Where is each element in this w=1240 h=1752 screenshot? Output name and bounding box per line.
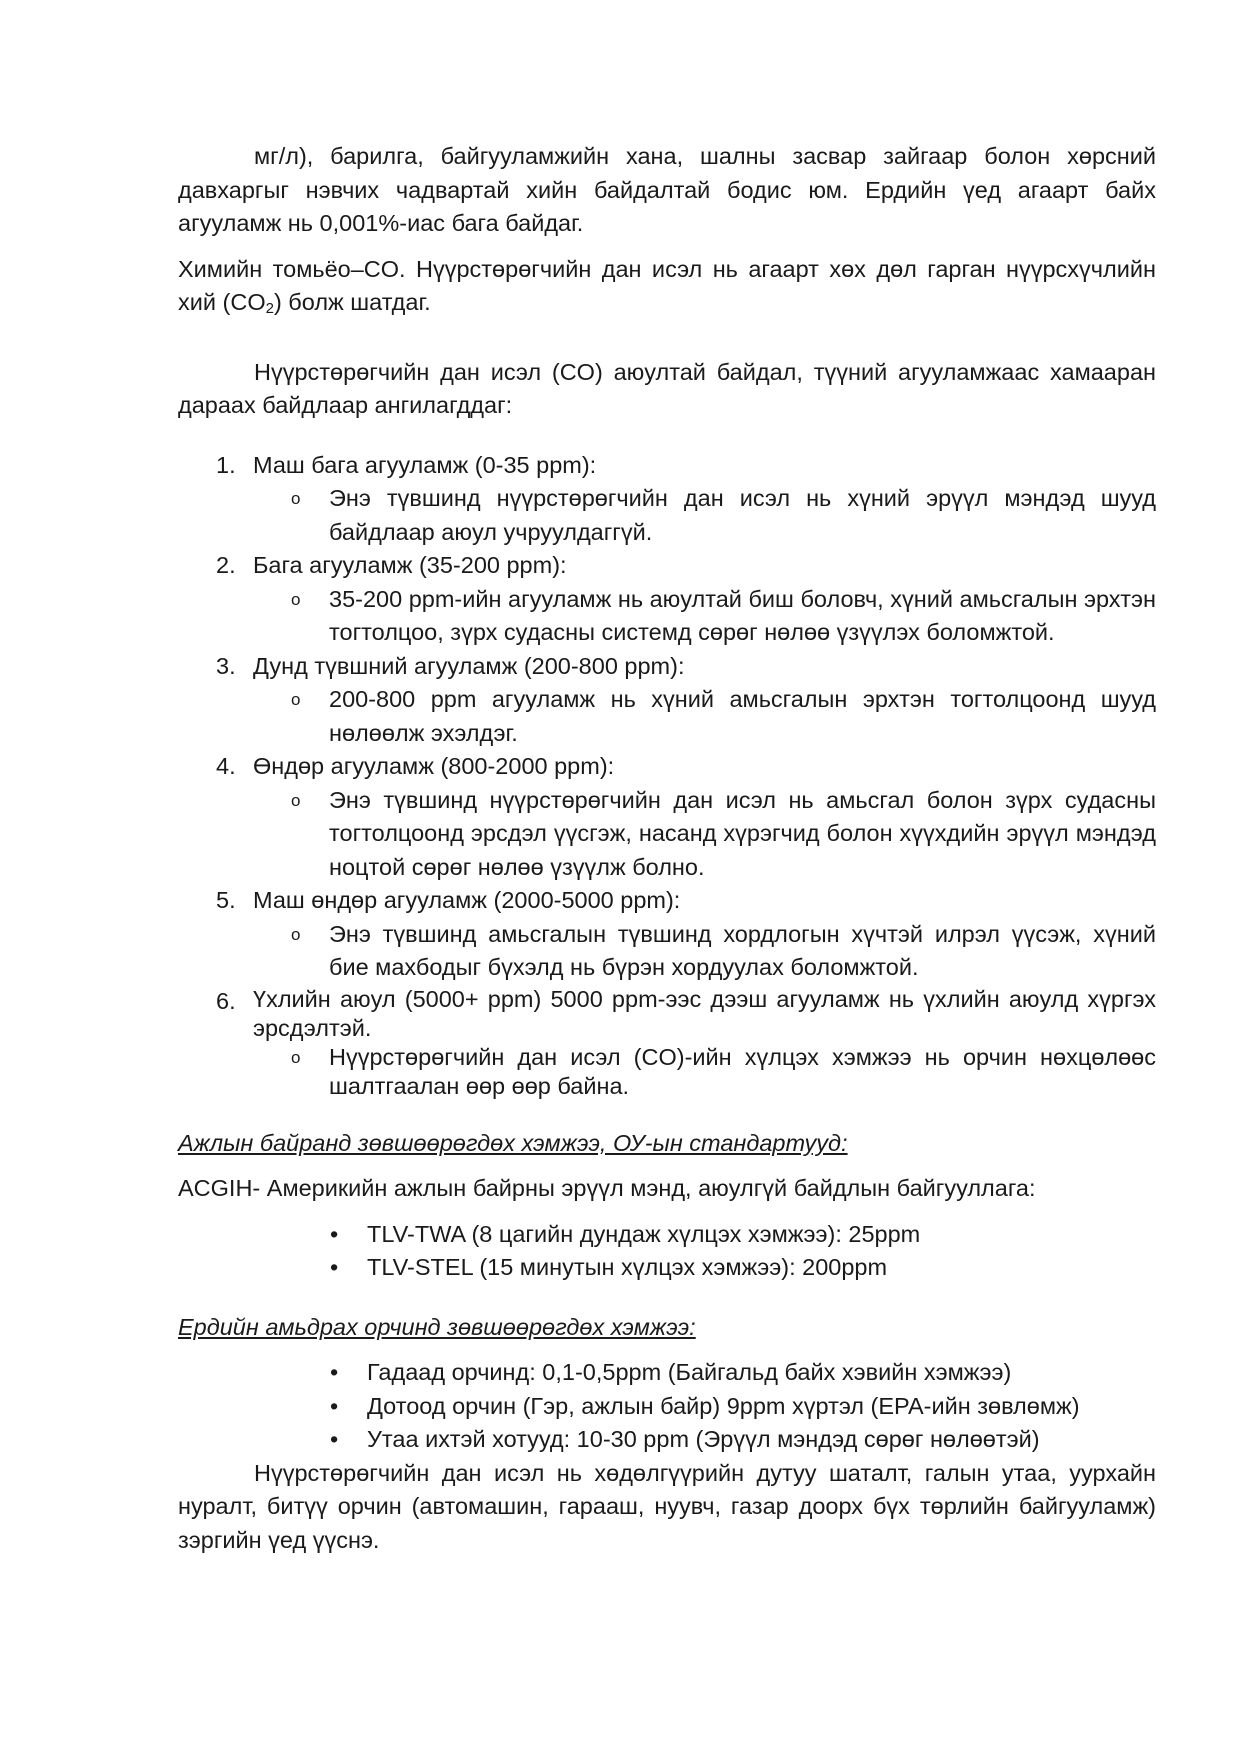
formula-subscript: 2 bbox=[265, 300, 274, 317]
circle-bullet-icon: o bbox=[291, 690, 301, 709]
level-number: 4. bbox=[216, 753, 236, 779]
level-detail: o Энэ түвшинд амьсгалын түвшинд хордлогын хүчтэй илрэл үүсэж, хүний бие махбодыг бүхэлд нь бүрэн хордуулах боломжтой. bbox=[329, 918, 1156, 985]
level-item bbox=[178, 449, 1156, 550]
level-item bbox=[178, 985, 1156, 1101]
acgih-paragraph: ACGIH- Америкийн ажлын байрны эрүүл мэнд, аюулгүй байдлын байгууллага: bbox=[178, 1175, 1036, 1201]
level-label: Дунд түвшний агууламж (200-800 ppm): bbox=[253, 652, 685, 679]
dot-bullet-icon: • bbox=[330, 1359, 339, 1385]
list-item: • Дотоод орчин (Гэр, ажлын байр) 9ppm хүртэл (EPA-ийн зөвлөмж) bbox=[178, 1390, 1156, 1424]
level-item bbox=[178, 750, 1156, 884]
list-item: • TLV-TWA (8 цагийн дундаж хүлцэх хэмжээ): 25ppm bbox=[178, 1218, 1156, 1252]
level-detail: o Нүүрстөрөгчийн дан исэл (CO)-ийн хүлцэх хэмжээ нь орчин нөхцөлөөс шалтгаалан өөр өөр байна. bbox=[291, 1043, 1156, 1099]
level-label: Маш өндөр агууламж (2000-5000 ppm): bbox=[253, 887, 681, 913]
level-label: Бага агууламж (35-200 ppm): bbox=[253, 552, 567, 578]
level-item bbox=[178, 884, 1156, 985]
circle-bullet-icon: o bbox=[291, 489, 301, 508]
level-item bbox=[178, 650, 1156, 751]
living-limits-list bbox=[178, 1356, 1156, 1457]
level-detail: o Энэ түвшинд нүүрстөрөгчийн дан исэл нь хүний эрүүл мэндэд шууд байдлаар аюул учруулдаггүй. bbox=[329, 482, 1156, 549]
level-detail: o 35-200 ppm-ийн агууламж нь аюултай биш боловч, хүний амьсгалын эрхтэн тогтолцоо, зүрх судасны системд сөрөг нөлөө үзүүлэх боломжтой. bbox=[329, 583, 1156, 650]
level-number: 2. bbox=[216, 552, 236, 578]
formula-text-a: Химийн томьёо–CO. Нүүрстөрөгчийн дан исэл нь агаарт хөх дөл гарган нүүрсхүчлийн хий (CO bbox=[178, 255, 1156, 315]
intro-paragraph: мг/л), барилга, байгууламжийн хана, шалны засвар зайгаар болон хөрсний давхаргыг нэвчих чадвартай хийн байдалтай бодис юм. Ердийн үед агаарт байх агууламж нь 0,001%-иас бага байдаг. bbox=[178, 143, 1156, 236]
formula-text-b: ) болж шатдаг. bbox=[273, 289, 431, 315]
dot-bullet-icon: • bbox=[330, 1392, 339, 1419]
document-page bbox=[178, 140, 1156, 1557]
level-number: 6. bbox=[216, 987, 236, 1014]
level-number: 3. bbox=[216, 652, 236, 679]
classification-paragraph: Нүүрстөрөгчийн дан исэл (CO) аюултай байдал, түүний агууламжаас хамааран дараах байдлаар ангилагддаг: bbox=[178, 358, 1156, 418]
list-item: • Гадаад орчинд: 0,1-0,5ppm (Байгальд байх хэвийн хэмжээ) bbox=[178, 1356, 1156, 1390]
living-heading: Ердийн амьдрах орчинд зөвшөөрөгдөх хэмжээ: bbox=[178, 1313, 696, 1340]
level-label: Өндөр агууламж (800-2000 ppm): bbox=[253, 753, 615, 779]
circle-bullet-icon: o bbox=[291, 790, 301, 810]
level-number: 5. bbox=[216, 887, 236, 913]
circle-bullet-icon: o bbox=[291, 589, 301, 609]
level-detail: o 200-800 ppm агууламж нь хүний амьсгалын эрхтэн тогтолцоонд шууд нөлөөлж эхэлдэг. bbox=[329, 683, 1156, 750]
list-item: • Утаа ихтэй хотууд: 10-30 ppm (Эрүүл мэндэд сөрөг нөлөөтэй) bbox=[178, 1423, 1156, 1457]
circle-bullet-icon: o bbox=[291, 1047, 301, 1067]
list-item: • TLV-STEL (15 минутын хүлцэх хэмжээ): 200ppm bbox=[178, 1251, 1156, 1285]
level-item bbox=[178, 549, 1156, 650]
level-label: Үхлийн аюул (5000+ ppm) 5000 ppm-ээс дээш агууламж нь үхлийн аюулд хүргэх эрсдэлтэй. bbox=[253, 985, 1156, 1041]
workplace-limits-list bbox=[178, 1218, 1156, 1285]
circle-bullet-icon: o bbox=[291, 924, 301, 944]
concentration-levels-list bbox=[178, 449, 1156, 1101]
formula-paragraph bbox=[178, 253, 1156, 326]
workplace-heading: Ажлын байранд зөвшөөрөгдөх хэмжээ, ОУ-ын стандартууд: bbox=[178, 1129, 848, 1156]
dot-bullet-icon: • bbox=[330, 1220, 339, 1247]
level-detail: o Энэ түвшинд нүүрстөрөгчийн дан исэл нь амьсгал болон зүрх судасны тогтолцоонд эрсдэл үүсгэж, насанд хүрэгчид болон хүүхдийн эрүүл мэндэд ноцтой сөрөг нөлөө үзүүлж болно. bbox=[329, 784, 1156, 885]
closing-paragraph: Нүүрстөрөгчийн дан исэл нь хөдөлгүүрийн дутуу шаталт, галын утаа, уурхайн нуралт, битүү орчин (автомашин, гарааш, нуувч, газар доорх бүх төрлийн байгууламж) зэргийн үед үүснэ. bbox=[178, 1459, 1156, 1553]
level-number: 1. bbox=[216, 451, 236, 478]
dot-bullet-icon: • bbox=[330, 1254, 339, 1280]
level-label: Маш бага агууламж (0-35 ppm): bbox=[253, 451, 597, 478]
dot-bullet-icon: • bbox=[330, 1426, 339, 1452]
